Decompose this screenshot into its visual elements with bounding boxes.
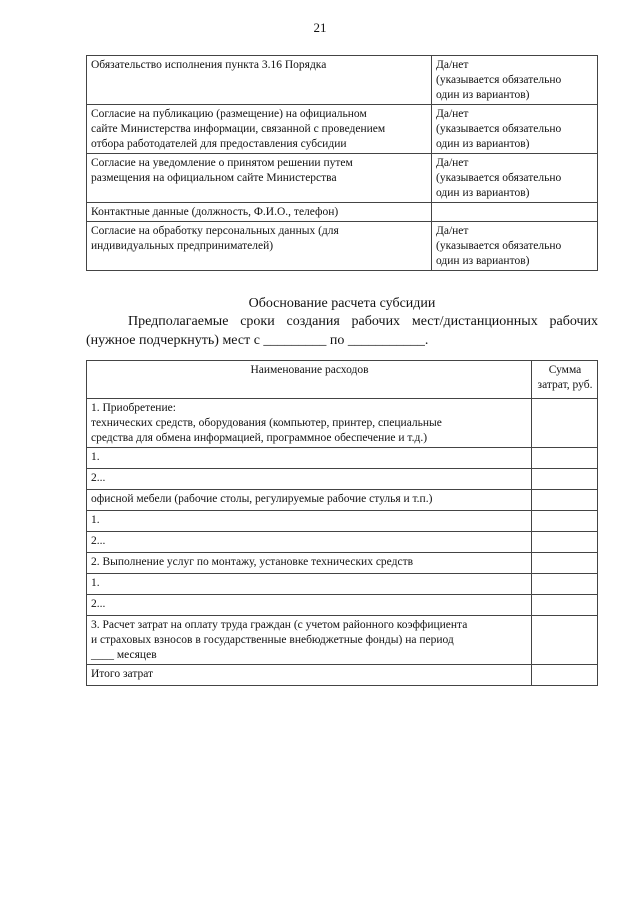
consent-value-line: (указывается обязательно	[436, 172, 562, 184]
consent-value-line: (указывается обязательно	[436, 123, 562, 135]
expense-name-line: 3. Расчет затрат на оплату труда граждан (с учетом районного коэффициента	[91, 619, 468, 631]
expense-row	[87, 574, 598, 595]
expense-sum-cell	[532, 616, 598, 665]
consent-value-line: (указывается обязательно	[436, 74, 562, 86]
page-number: 21	[313, 20, 327, 35]
expense-sum-cell	[532, 448, 598, 469]
expenses-header-name: Наименование расходов	[87, 361, 532, 399]
expense-name-line: 2...	[91, 472, 106, 484]
expense-sum-cell	[532, 399, 598, 448]
expense-row	[87, 448, 598, 469]
expenses-table	[86, 360, 598, 686]
expense-sum-cell	[532, 595, 598, 616]
consent-label-line: сайте Министерства информации, связанной с проведением	[91, 123, 386, 135]
consent-label-line: Контактные данные (должность, Ф.И.О., телефон)	[91, 206, 339, 218]
consent-row	[87, 105, 598, 154]
expense-name-line: офисной мебели (рабочие столы, регулируемые рабочие стулья и т.п.)	[91, 493, 433, 505]
expense-name-line: Итого затрат	[91, 668, 154, 680]
consent-value-line: Да/нет	[436, 157, 469, 169]
consent-label-line: размещения на официальном сайте Министерства	[91, 172, 337, 184]
expense-name-line: 1.	[91, 514, 100, 526]
consent-value-line: Да/нет	[436, 225, 469, 237]
expense-name-line: 1.	[91, 451, 100, 463]
consent-value-cell	[432, 154, 598, 203]
expense-row	[87, 490, 598, 511]
consent-label-line: Согласие на публикацию (размещение) на официальном	[91, 108, 367, 120]
expense-name-line: 2. Выполнение услуг по монтажу, установке технических средств	[91, 556, 414, 568]
consent-label-cell	[87, 56, 432, 105]
consent-row	[87, 203, 598, 222]
expense-name-line: и страховых взносов в государственные внебюджетные фонды) на период	[91, 634, 454, 646]
consent-value-line: Да/нет	[436, 59, 469, 71]
consent-table	[86, 55, 598, 271]
consent-value-line: один из вариантов)	[436, 187, 530, 199]
expense-row	[87, 665, 598, 686]
expense-name-cell	[87, 616, 532, 665]
justification-title: Обоснование расчета субсидии	[248, 296, 436, 311]
expense-name-line: 2...	[91, 535, 106, 547]
expense-name-line: 2...	[91, 598, 106, 610]
consent-label-line: Согласие на обработку персональных данных (для	[91, 225, 339, 237]
consent-value-line: (указывается обязательно	[436, 240, 562, 252]
expense-name-line: ____ месяцев	[91, 649, 157, 661]
consent-row	[87, 56, 598, 105]
expense-name-cell	[87, 490, 532, 511]
expense-name-cell	[87, 532, 532, 553]
expense-sum-cell	[532, 469, 598, 490]
consent-value-cell	[432, 203, 598, 222]
expense-name-cell	[87, 553, 532, 574]
expense-sum-cell	[532, 665, 598, 686]
consent-value-cell	[432, 222, 598, 271]
consent-label-cell	[87, 154, 432, 203]
expense-row	[87, 595, 598, 616]
consent-label-cell	[87, 203, 432, 222]
expense-name-cell	[87, 574, 532, 595]
expenses-header-sum-line1: Сумма	[548, 364, 582, 376]
consent-value-line: один из вариантов)	[436, 138, 530, 150]
consent-label-line: индивидуальных предпринимателей)	[91, 240, 274, 252]
expense-name-line: средства для обмена информацией, программное обеспечение и т.д.)	[91, 432, 428, 444]
consent-row	[87, 154, 598, 203]
expense-row	[87, 469, 598, 490]
expenses-header-sum	[532, 361, 598, 399]
expense-row	[87, 399, 598, 448]
expense-row	[87, 532, 598, 553]
expense-row	[87, 616, 598, 665]
expense-sum-cell	[532, 532, 598, 553]
expense-row	[87, 553, 598, 574]
expense-sum-cell	[532, 574, 598, 595]
expense-sum-cell	[532, 553, 598, 574]
consent-value-line: один из вариантов)	[436, 255, 530, 267]
justification-text	[86, 312, 598, 350]
consent-label-line: отбора работодателей для предоставления субсидии	[91, 138, 347, 150]
expenses-header-sum-line2: затрат, руб.	[537, 379, 593, 391]
consent-value-cell	[432, 56, 598, 105]
consent-value-line: один из вариантов)	[436, 89, 530, 101]
consent-value-line: Да/нет	[436, 108, 469, 120]
expense-name-cell	[87, 448, 532, 469]
consent-label-cell	[87, 222, 432, 271]
expense-sum-cell	[532, 511, 598, 532]
expense-name-cell	[87, 665, 532, 686]
consent-row	[87, 222, 598, 271]
expenses-header-row	[87, 361, 598, 399]
justification-text-content: Предполагаемые сроки создания рабочих мест/дистанционных рабочих (нужное подчеркнуть) мест с _________ по ___________.	[86, 314, 598, 348]
expense-name-cell	[87, 595, 532, 616]
expense-name-cell	[87, 469, 532, 490]
expense-name-line: технических средств, оборудования (компьютер, принтер, специальные	[91, 417, 442, 429]
expense-name-line: 1. Приобретение:	[91, 402, 176, 414]
expense-name-cell	[87, 399, 532, 448]
consent-label-line: Согласие на уведомление о принятом решении путем	[91, 157, 353, 169]
expense-row	[87, 511, 598, 532]
expense-name-cell	[87, 511, 532, 532]
consent-value-cell	[432, 105, 598, 154]
consent-label-cell	[87, 105, 432, 154]
consent-label-line: Обязательство исполнения пункта 3.16 Порядка	[91, 59, 327, 71]
expense-sum-cell	[532, 490, 598, 511]
expense-name-line: 1.	[91, 577, 100, 589]
